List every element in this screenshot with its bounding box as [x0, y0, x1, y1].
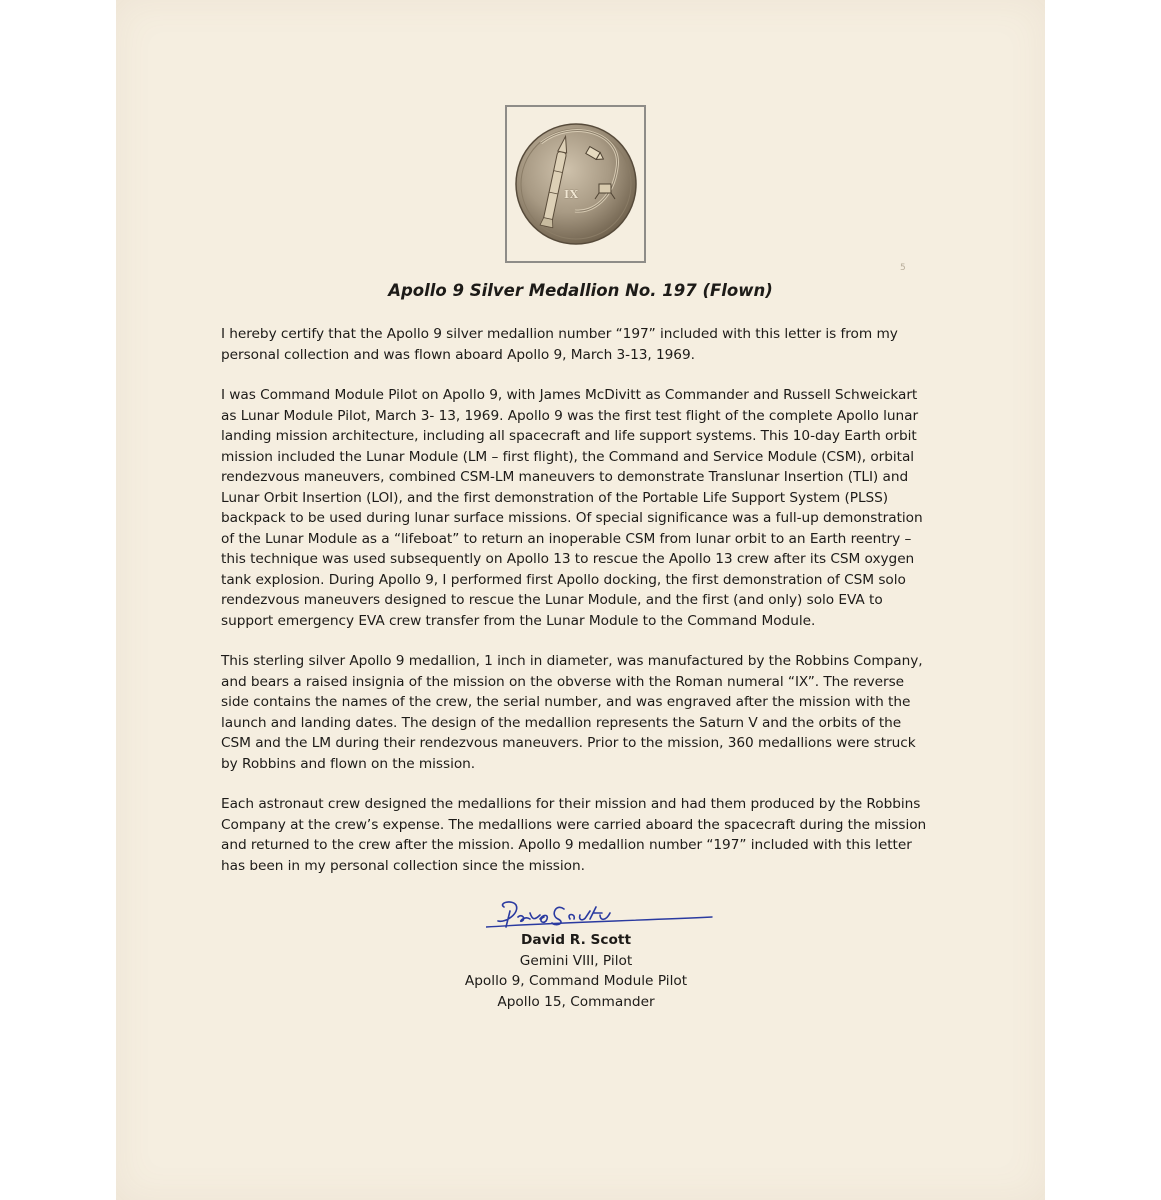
paragraph-medallion: This sterling silver Apollo 9 medallion, 1 inch in diameter, was manufactured by the Robbins Company, and bears a raised insignia of the mission on the obverse with the Roman numeral “IX”. The reverse side contains the names of the crew, the serial number, and was engraved after the mission with the launch and landing dates. The design of the medallion represents the Saturn V and the orbits of the CSM and the LM during their rendezvous maneuvers. Prior to the mission, 360 medallions were struck by Robbins and flown on the mission.: [221, 653, 923, 772]
signer-title: Gemini VIII, Pilot: [519, 952, 633, 969]
margin-mark: 5: [900, 263, 906, 273]
signature-block: [116, 930, 1036, 1012]
paragraph-crew: Each astronaut crew designed the medallions for their mission and had them produced by the Robbins Company at the crew’s expense. The medallions were carried aboard the spacecraft during the mission and returned to the crew after the mission. Apollo 9 medallion number “197” included with this letter has been in my personal collection since the mission.: [221, 796, 927, 874]
medallion-frame: [505, 105, 646, 263]
medallion-icon: [513, 113, 639, 256]
signer-name: David R. Scott: [521, 932, 631, 948]
medallion-numeral: IX: [564, 188, 579, 201]
paragraph-certification: I hereby certify that the Apollo 9 silver medallion number “197” included with this letter is from my personal collection and was flown aboard Apollo 9, March 3-13, 1969.: [221, 326, 898, 363]
signer-title: Apollo 9, Command Module Pilot: [464, 973, 688, 989]
letter-body: [221, 324, 933, 896]
paragraph-mission: I was Command Module Pilot on Apollo 9, with James McDivitt as Commander and Russell Schweickart as Lunar Module Pilot, March 3- 13, 1969. Apollo 9 was the first test flight of the complete Apollo lunar landing mission architecture, including all spacecraft and life support systems. This 10-day Earth orbit mission included the Lunar Module (LM – first flight), the Command and Service Module (CSM), orbital rendezvous maneuvers, combined CSM-LM maneuvers to demonstrate Translunar Insertion (TLI) and Lunar Orbit Insertion (LOI), and the first demonstration of the Portable Life Support System (PLSS) backpack to be used during lunar surface missions. Of special significance was a full-up demonstration of the Lunar Module as a “lifeboat” to return an inoperable CSM from lunar orbit to an Earth reentry – this technique was used subsequently on Apollo 13 to rescue the Apollo 13 crew after its CSM oxygen tank explosion. During Apollo 9, I performed first Apollo docking, the first demonstration of CSM solo rendezvous maneuvers designed to rescue the Lunar Module, and the first (and only) solo EVA to support emergency EVA crew transfer from the Lunar Module to the Command Module.: [221, 387, 923, 629]
signer-title: Apollo 15, Commander: [497, 993, 655, 1010]
document-title: Apollo 9 Silver Medallion No. 197 (Flown): [388, 281, 773, 300]
